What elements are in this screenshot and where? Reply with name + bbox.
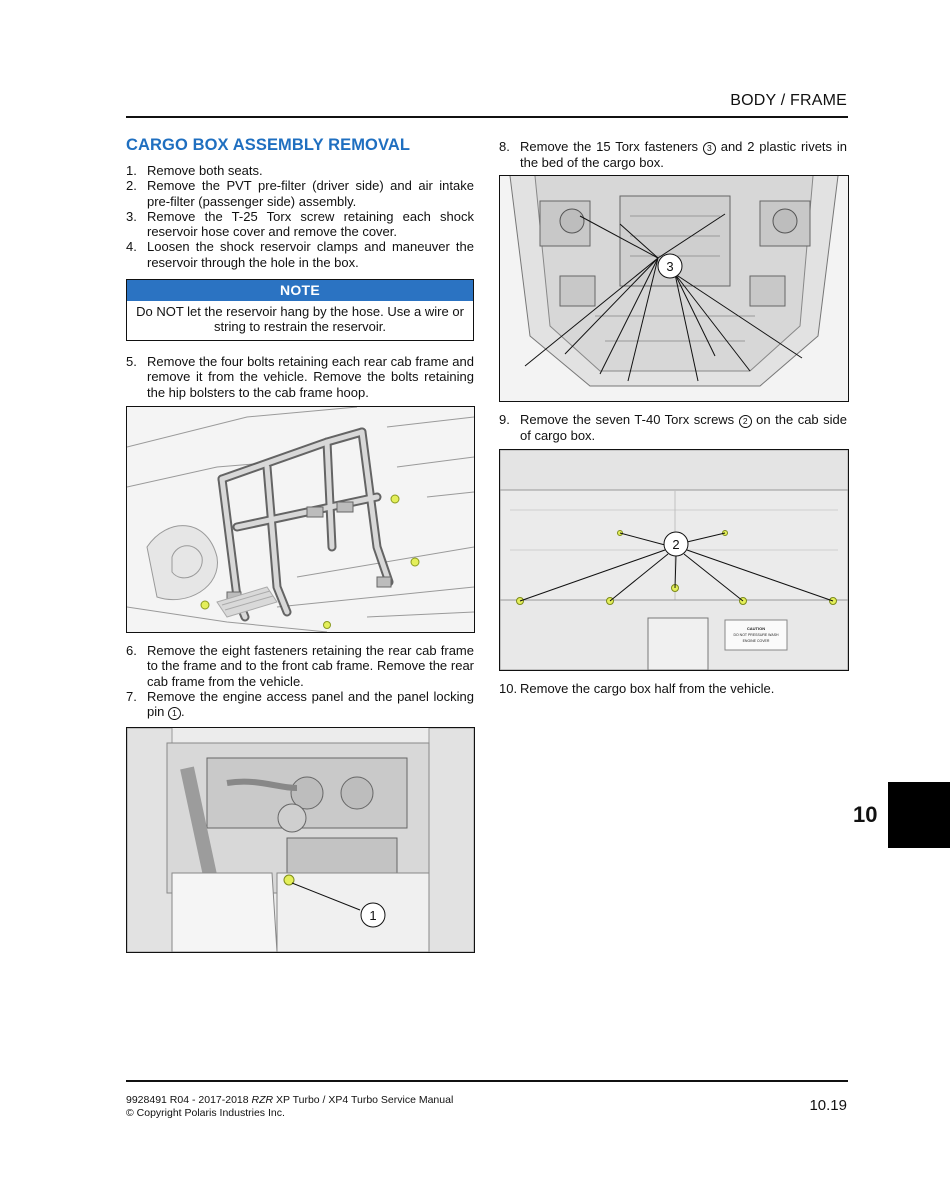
step-item: 8. Remove the 15 Torx fasteners 3 and 2 plastic rivets in the bed of the cargo box. xyxy=(499,139,847,170)
step-item: 1. Remove both seats. xyxy=(126,163,263,178)
note-heading: NOTE xyxy=(127,280,473,301)
chapter-tab-marker xyxy=(888,782,950,848)
steps-list-5 xyxy=(126,354,474,400)
step-item: 6. Remove the eight fasteners retaining the rear cab frame to the frame and to the front cab frame. Remove the rear cab frame from the vehicle. xyxy=(126,643,474,689)
chapter-number: 10 xyxy=(853,802,878,827)
page-header-title: BODY / FRAME xyxy=(730,92,847,109)
decal-line-1: CAUTION xyxy=(746,626,766,631)
steps-list-9 xyxy=(499,412,847,443)
section-title: CARGO BOX ASSEMBLY REMOVAL xyxy=(126,136,411,154)
step-item: 9. Remove the seven T-40 Torx screws 2 on the cab side of cargo box. xyxy=(499,412,847,443)
step-item: 2. Remove the PVT pre-filter (driver side) and air intake pre-filter (passenger side) assembly. xyxy=(126,178,474,209)
rear-cab-frame-illustration xyxy=(127,407,474,632)
callout-1-label: 1 xyxy=(369,908,377,923)
callout-2-label: 2 xyxy=(672,537,680,552)
decal-line-3: ENGINE COVER xyxy=(742,639,770,643)
engine-access-illustration xyxy=(127,728,474,952)
page-number: 10.19 xyxy=(809,1097,847,1114)
footer-copyright: © Copyright Polaris Industries Inc. xyxy=(126,1106,285,1119)
decal-line-2: DO NOT PRESSURE WASH xyxy=(733,633,779,637)
cargo-bed-figure xyxy=(499,175,849,402)
steps-list-6-7 xyxy=(126,643,474,720)
callout-1-inline: 1 xyxy=(168,707,181,720)
note-text: Do NOT let the reservoir hang by the hose. Use a wire or string to restrain the reservoir. xyxy=(136,304,464,335)
footer-doc-line: 9928491 R04 - 2017-2018 RZR XP Turbo / XP4 Turbo Service Manual xyxy=(126,1094,454,1106)
callout-3-label: 3 xyxy=(666,259,674,274)
footer-document-info xyxy=(126,1094,453,1119)
steps-list-10 xyxy=(499,681,847,696)
callout-2-inline: 2 xyxy=(739,415,752,428)
steps-list-1-4 xyxy=(126,163,474,270)
step-item: 5. Remove the four bolts retaining each rear cab frame and remove it from the vehicle. Remove the bolts retaining the hip bolsters to the cab frame hoop. xyxy=(126,354,474,400)
cargo-bed-illustration xyxy=(500,176,848,401)
step-item: 3. Remove the T-25 Torx screw retaining each shock reservoir hose cover and remove the cover. xyxy=(126,208,474,240)
rear-cab-frame-figure xyxy=(126,406,475,633)
cab-side-cargo-box-figure xyxy=(499,449,849,671)
engine-access-panel-figure xyxy=(126,727,475,953)
callout-3-inline: 3 xyxy=(703,142,716,155)
cab-side-illustration xyxy=(500,450,848,670)
step-item: 4. Loosen the shock reservoir clamps and maneuver the reservoir through the hole in the box. xyxy=(126,239,474,270)
header-divider xyxy=(126,116,848,118)
note-box xyxy=(126,279,474,341)
steps-list-8 xyxy=(499,139,847,170)
step-item: 7. Remove the engine access panel and the panel locking pin 1 . xyxy=(126,688,474,720)
footer-divider xyxy=(126,1080,848,1082)
step-item: 10. Remove the cargo box half from the vehicle. xyxy=(499,681,775,696)
